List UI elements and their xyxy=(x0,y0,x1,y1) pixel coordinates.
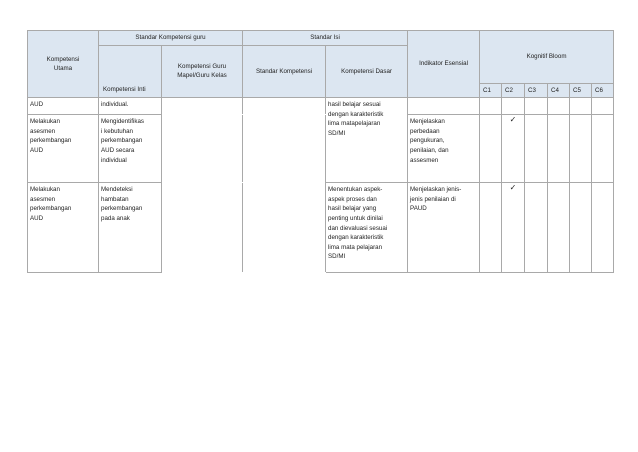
table-row xyxy=(28,183,614,273)
cell-kompetensi-inti: Mendeteksi hambatan perkembangan pada anak xyxy=(99,183,162,273)
competency-table xyxy=(27,30,614,273)
cell-kompetensi-utama: AUD xyxy=(28,98,99,115)
cell-standar-kompetensi xyxy=(243,98,326,115)
cell-bloom-c4 xyxy=(548,98,570,115)
cell-bloom-c6 xyxy=(592,115,614,183)
header-kompetensi-inti: Kompetensi Inti xyxy=(99,45,162,98)
cell-bloom-c6 xyxy=(592,183,614,273)
cell-bloom-c2 xyxy=(502,98,525,115)
header-kompetensi-utama: Kompetensi Utama xyxy=(28,31,99,98)
cell-kompetensi-utama: Melakukan asesmen perkembangan AUD xyxy=(28,115,99,183)
header-bloom-c5: C5 xyxy=(570,83,592,98)
cell-bloom-c6 xyxy=(592,98,614,115)
header-standar-isi: Standar Isi xyxy=(243,31,408,46)
cell-kompetensi-guru xyxy=(162,98,243,115)
cell-bloom-c4 xyxy=(548,183,570,273)
cell-standar-kompetensi xyxy=(243,183,326,273)
cell-indikator: Menjelaskan jenis- jenis penilaian di PAUD xyxy=(408,183,480,273)
cell-bloom-c1 xyxy=(480,183,502,273)
cell-standar-kompetensi xyxy=(243,115,326,183)
cell-kompetensi-utama: Melakukan asesmen perkembangan AUD xyxy=(28,183,99,273)
cell-indikator: Menjelaskan perbedaan pengukuran, penilaian, dan assesmen xyxy=(408,115,480,183)
cell-bloom-c2: ✓ xyxy=(502,115,525,183)
header-standar-kompetensi: Standar Kompetensi xyxy=(243,45,326,98)
header-bloom-c1: C1 xyxy=(480,83,502,98)
header-kognitif-bloom: Kognitif Bloom xyxy=(480,31,614,84)
cell-bloom-c5 xyxy=(570,98,592,115)
cell-bloom-c3 xyxy=(525,115,548,183)
table-row xyxy=(28,98,614,115)
cell-kompetensi-inti: individual. xyxy=(99,98,162,115)
cell-bloom-c5 xyxy=(570,115,592,183)
header-bloom-c2: C2 xyxy=(502,83,525,98)
cell-bloom-c2: ✓ xyxy=(502,183,525,273)
cell-bloom-c3 xyxy=(525,183,548,273)
header-kompetensi-guru-mapel: Kompetensi Guru Mapel/Guru Kelas xyxy=(162,45,243,98)
cell-bloom-c4 xyxy=(548,115,570,183)
cell-kompetensi-dasar: hasil belajar sesuai dengan karakteristik lima matapelajaran SD/MI xyxy=(326,98,408,183)
header-kompetensi-dasar: Kompetensi Dasar xyxy=(326,45,408,98)
cell-kompetensi-dasar: Menentukan aspek- aspek proses dan hasil belajar yang penting untuk dinilai dan dievaluasi sesuai dengan karakteristik lima mata pelajaran SD/MI xyxy=(326,183,408,273)
cell-bloom-c1 xyxy=(480,98,502,115)
cell-kompetensi-guru xyxy=(162,115,243,183)
header-indikator-esensial: Indikator Esensial xyxy=(408,31,480,98)
header-standar-kompetensi-guru: Standar Kompetensi guru xyxy=(99,31,243,46)
header-bloom-c4: C4 xyxy=(548,83,570,98)
cell-bloom-c5 xyxy=(570,183,592,273)
cell-kompetensi-guru xyxy=(162,183,243,273)
cell-indikator xyxy=(408,98,480,115)
header-bloom-c6: C6 xyxy=(592,83,614,98)
table-row xyxy=(28,115,614,183)
cell-bloom-c1 xyxy=(480,115,502,183)
header-bloom-c3: C3 xyxy=(525,83,548,98)
cell-kompetensi-inti: Mengidentifikas i kebutuhan perkembangan AUD secara individual xyxy=(99,115,162,183)
cell-bloom-c3 xyxy=(525,98,548,115)
